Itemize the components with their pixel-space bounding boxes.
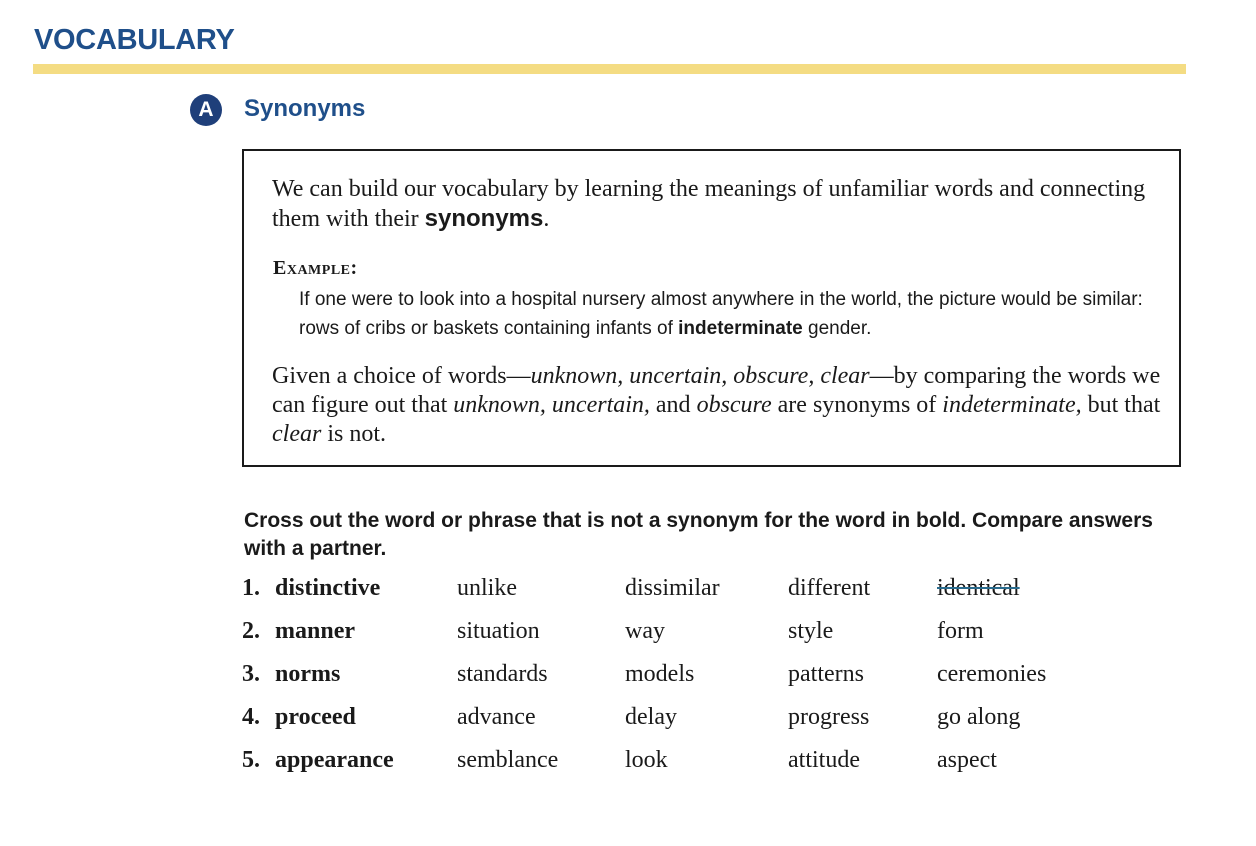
option-word[interactable]: semblance <box>457 747 559 773</box>
exercise-row <box>242 704 1182 747</box>
conclusion-italic: indeterminate, <box>942 392 1082 418</box>
exercise-row <box>242 747 1182 790</box>
example-text-end: gender. <box>802 318 872 339</box>
option-word[interactable]: delay <box>625 704 677 730</box>
option-word-crossed-out[interactable]: identical <box>937 575 1020 601</box>
item-headword: norms <box>275 661 341 687</box>
conclusion-italic: obscure <box>696 392 772 418</box>
item-number: 3. <box>242 661 260 687</box>
section-badge: A <box>190 94 222 126</box>
exercise-row <box>242 618 1182 661</box>
example-text <box>299 285 1159 343</box>
item-headword: appearance <box>275 747 394 773</box>
conclusion-italic: unknown, uncertain, obscure, clear <box>530 363 870 389</box>
conclusion-text <box>272 362 1172 449</box>
example-label: Example: <box>273 257 358 279</box>
item-number: 1. <box>242 575 260 601</box>
option-word[interactable]: way <box>625 618 665 644</box>
intro-text <box>272 175 1172 234</box>
exercise-list <box>242 575 1182 790</box>
exercise-row <box>242 575 1182 618</box>
item-number: 2. <box>242 618 260 644</box>
item-headword: distinctive <box>275 575 381 601</box>
option-word[interactable]: form <box>937 618 984 644</box>
conclusion-part: are synonyms of <box>771 392 943 418</box>
conclusion-part: —by comparing the words we can figure out that <box>272 363 1161 418</box>
option-word[interactable]: patterns <box>788 661 864 687</box>
option-word[interactable]: different <box>788 575 871 601</box>
conclusion-part: and <box>649 392 697 418</box>
conclusion-italic: unknown, uncertain, <box>453 392 650 418</box>
option-word[interactable]: models <box>625 661 695 687</box>
option-word[interactable]: style <box>788 618 834 644</box>
option-word[interactable]: dissimilar <box>625 575 720 601</box>
subsection-title: Synonyms <box>244 95 366 122</box>
conclusion-italic: clear <box>272 421 322 447</box>
item-headword: proceed <box>275 704 356 730</box>
option-word[interactable]: attitude <box>788 747 860 773</box>
example-text-start: If one were to look into a hospital nursery almost anywhere in the world, the picture would be similar: rows of cribs or baskets containing infants of <box>299 289 1143 339</box>
option-word[interactable]: situation <box>457 618 540 644</box>
section-title: VOCABULARY <box>34 24 235 56</box>
intro-text-end: . <box>543 206 550 232</box>
option-word[interactable]: look <box>625 747 668 773</box>
item-number: 4. <box>242 704 260 730</box>
exercise-instruction: Cross out the word or phrase that is not a synonym for the word in bold. Compare answers with a partner. <box>244 509 1153 560</box>
explanation-box <box>242 149 1181 467</box>
intro-text-start: We can build our vocabulary by learning the meanings of unfamiliar words and connecting them with their <box>272 176 1146 232</box>
option-word[interactable]: go along <box>937 704 1021 730</box>
option-word[interactable]: progress <box>788 704 870 730</box>
conclusion-part: Given a choice of words— <box>272 363 531 389</box>
option-word[interactable]: aspect <box>937 747 997 773</box>
intro-keyword: synonyms <box>424 205 544 232</box>
conclusion-part: but that <box>1081 392 1161 418</box>
option-word[interactable]: unlike <box>457 575 517 601</box>
exercise-row <box>242 661 1182 704</box>
example-keyword: indeterminate <box>678 318 803 339</box>
option-word[interactable]: advance <box>457 704 536 730</box>
option-word[interactable]: standards <box>457 661 548 687</box>
title-underline <box>33 64 1186 74</box>
item-headword: manner <box>275 618 355 644</box>
item-number: 5. <box>242 747 260 773</box>
conclusion-part: is not. <box>321 421 386 447</box>
option-word[interactable]: ceremonies <box>937 661 1047 687</box>
